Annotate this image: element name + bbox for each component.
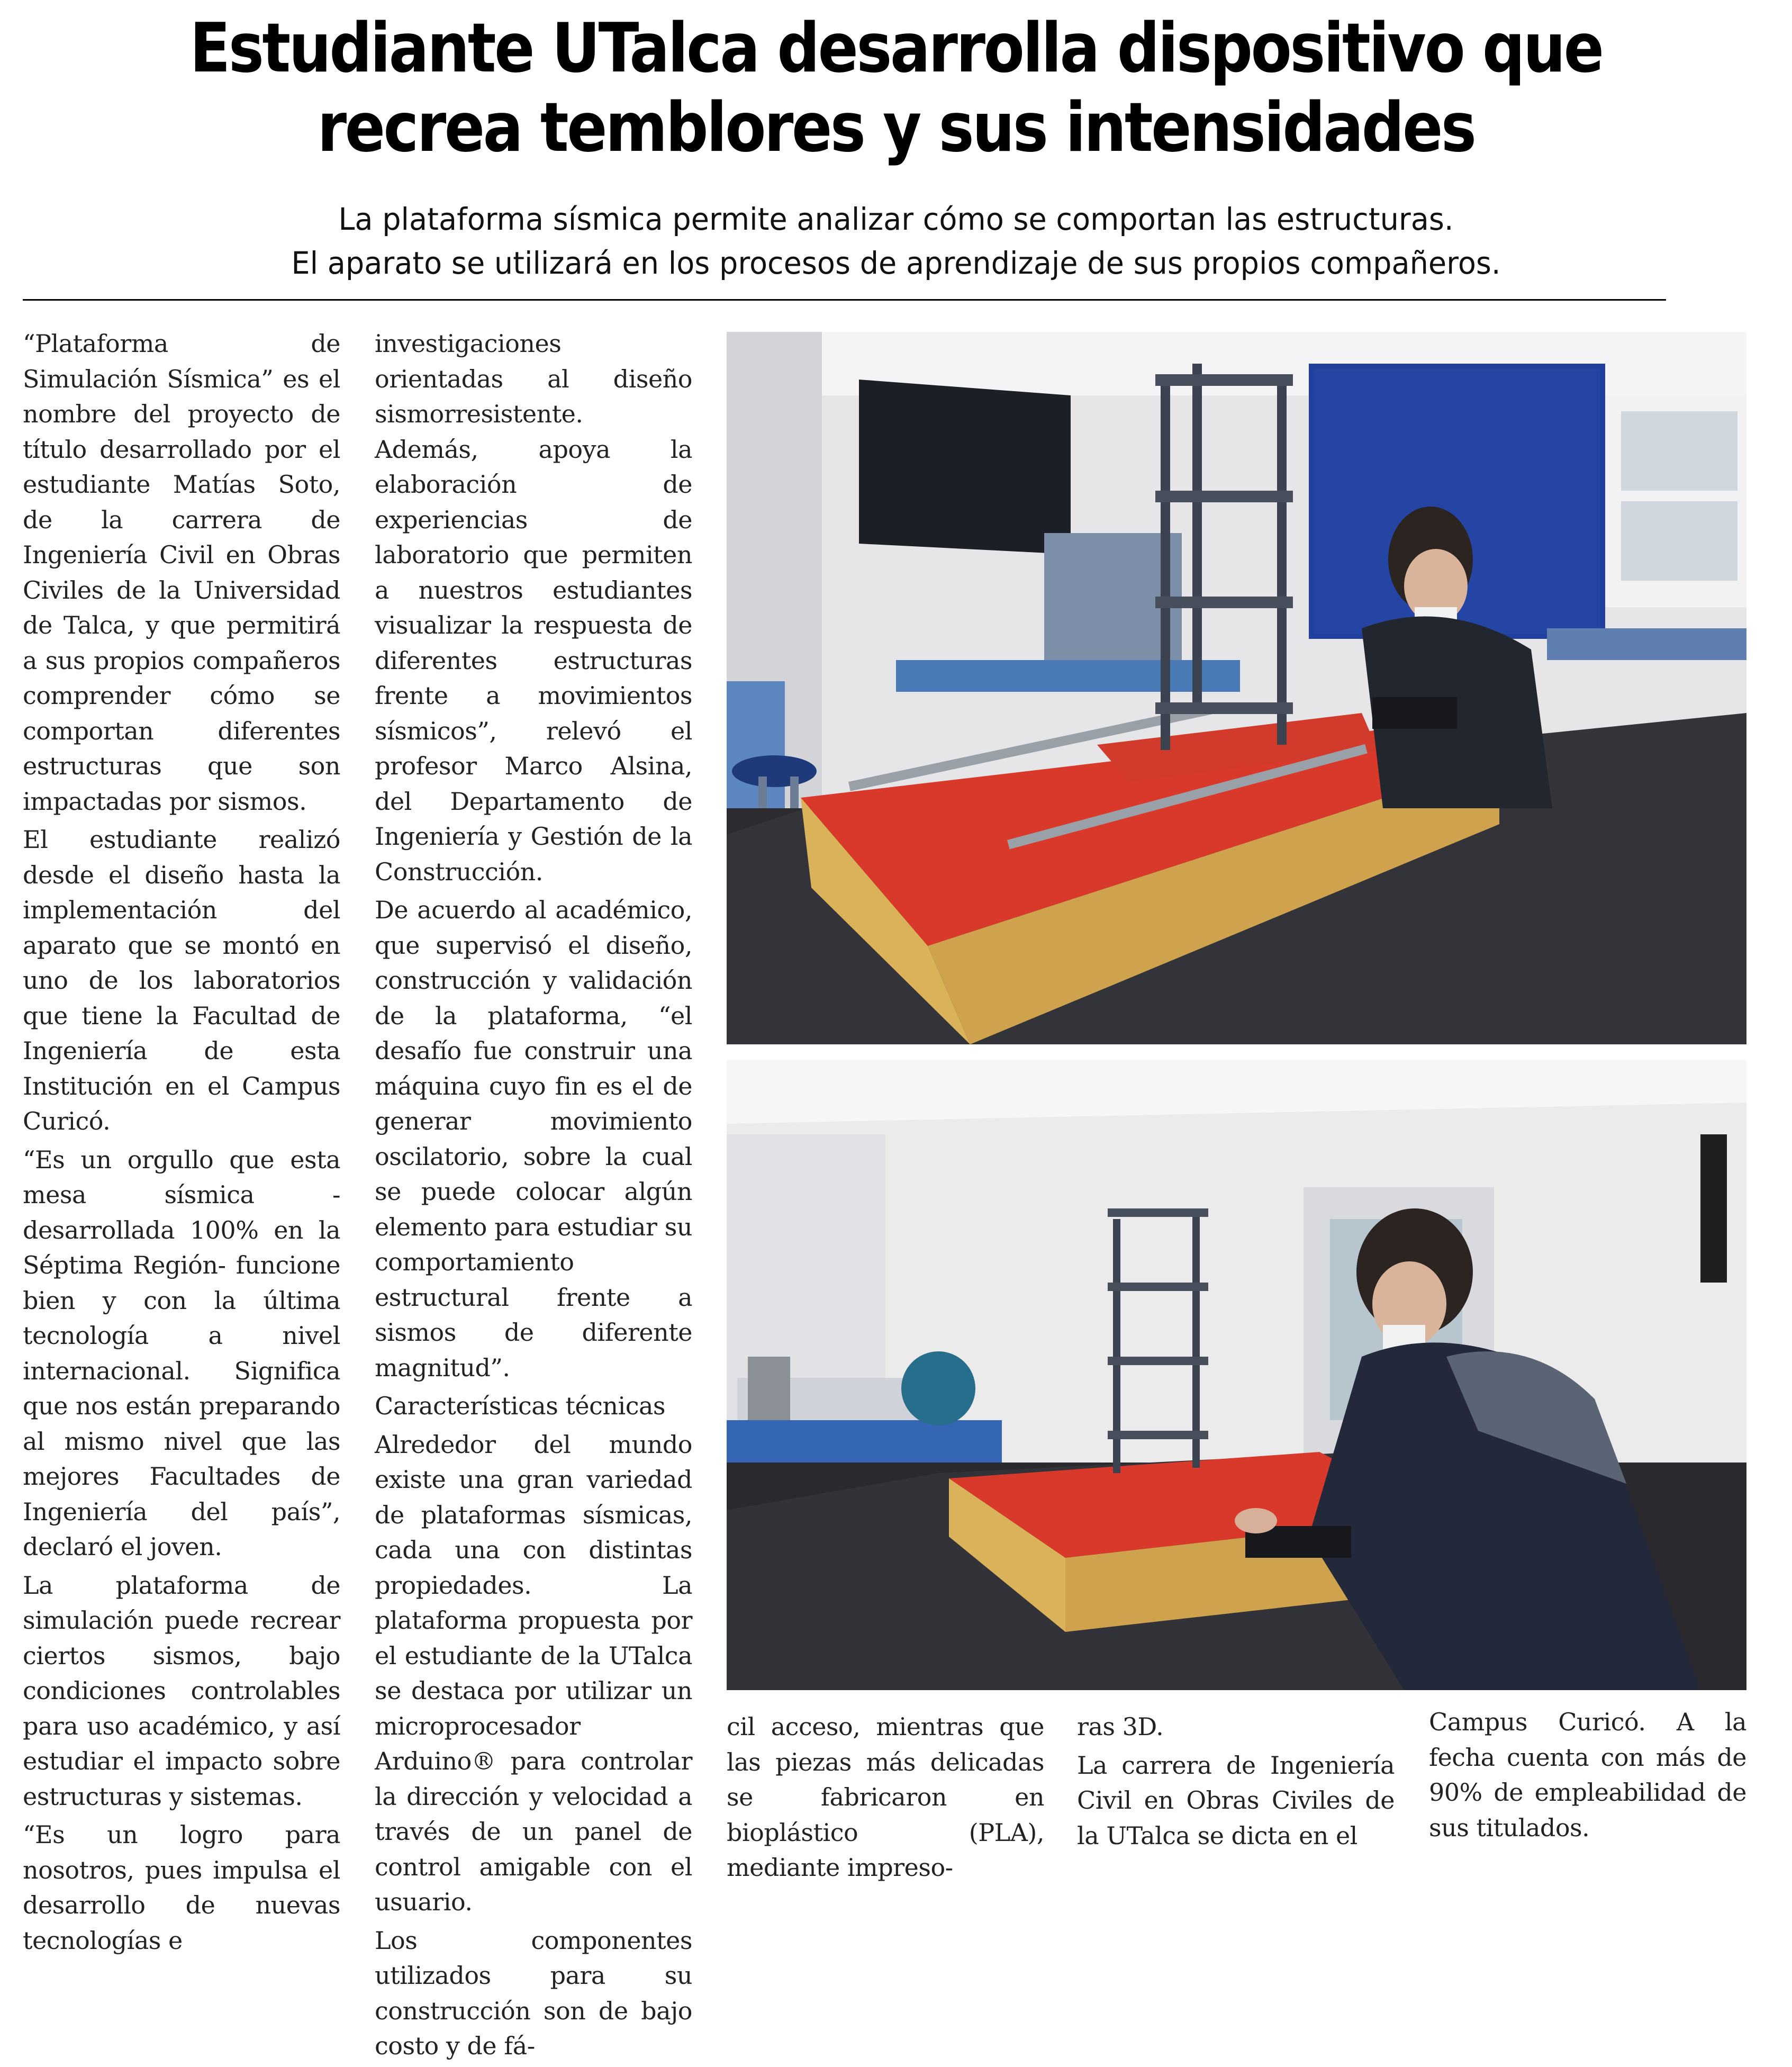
deck-line-1: La plataforma sísmica permite analizar cómo se comportan las estructuras. bbox=[338, 201, 1454, 237]
paragraph: “Es un orgullo que esta mesa sísmica -desarrollada 100% en la Séptima Región- funcione bien y con la última tecnología a nivel internacional. Significa que nos están preparando al mismo nivel que las mejores Facultades de Ingeniería del país”, declaró el joven. bbox=[23, 1145, 340, 1561]
paragraph: “Plataforma de Simulación Sísmica” es el nombre del proyecto de título desarrollado por el estudiante Matías Soto, de la carrera de Ingeniería Civil en Obras Civiles de la Universidad de Talca, y que permitirá a sus propios compañeros comprender cómo se comportan diferentes estructuras que son impactadas por sismos. bbox=[23, 329, 340, 816]
paragraph: Los componentes utilizados para su construcción son de bajo costo y de fá- bbox=[375, 1926, 692, 2060]
paragraph: La plataforma de simulación puede recrear ciertos sismos, bajo condiciones controlables para uso académico, y así estudiar el impacto sobre estructuras y sistemas. bbox=[23, 1570, 340, 1811]
deck-line-2: El aparato se utilizará en los procesos de aprendizaje de sus propios compañeros. bbox=[291, 245, 1501, 281]
section-subheading: Características técnicas bbox=[375, 1392, 666, 1420]
header-rule bbox=[23, 299, 1666, 301]
article-column-3 bbox=[727, 1709, 1044, 1889]
paragraph: cil acceso, mientras que las piezas más delicadas se fabricaron en bioplástico (PLA), mediante impreso- bbox=[727, 1712, 1044, 1882]
paragraph: Alrededor del mundo existe una gran variedad de plataformas sísmicas, cada una con distintas propiedades. La plataforma propuesta por el estudiante de la UTalca se destaca por utilizar un microprocesador Arduino® para controlar la dirección y velocidad a través de un panel de control amigable con el usuario. bbox=[375, 1430, 692, 1916]
photo-student-with-seismic-table bbox=[727, 1060, 1746, 1690]
paragraph: “Es un logro para nosotros, pues impulsa el desarrollo de nuevas tecnologías e bbox=[23, 1820, 340, 1955]
photo-student-operating-platform bbox=[727, 332, 1746, 1044]
paragraph: ras 3D. bbox=[1077, 1712, 1164, 1741]
headline-line-2: recrea temblores y sus intensidades bbox=[317, 88, 1475, 167]
paragraph: El estudiante realizó desde el diseño hasta la implementación del aparato que se montó en uno de los laboratorios que tiene la Facultad de Ingeniería de esta Institución en el Campus Curicó. bbox=[23, 825, 340, 1135]
article-column-4 bbox=[1077, 1709, 1395, 1856]
paragraph: investigaciones orientadas al diseño sismorresistente. Además, apoya la elaboración de experiencias de laboratorio que permiten a nuestros estudiantes visualizar la respuesta de diferentes estructuras frente a movimientos sísmicos”, relevó el profesor Marco Alsina, del Departamento de Ingeniería y Gestión de la Construcción. bbox=[375, 329, 692, 886]
article-column-1 bbox=[23, 326, 340, 1961]
paragraph: La carrera de Ingeniería Civil en Obras Civiles de la UTalca se dicta en el bbox=[1077, 1750, 1395, 1850]
article-column-5 bbox=[1429, 1704, 1746, 1848]
headline-line-1: Estudiante UTalca desarrolla dispositivo que bbox=[189, 9, 1603, 88]
paragraph: De acuerdo al académico, que supervisó el diseño, construcción y validación de la plataforma, “el desafío fue construir una máquina cuyo fin es el de generar movimiento oscilatorio, sobre la cual se puede colocar algún elemento para estudiar su comportamiento estructural frente a sismos de diferente magnitud”. bbox=[375, 896, 692, 1382]
paragraph: Campus Curicó. A la fecha cuenta con más de 90% de empleabilidad de sus titulados. bbox=[1429, 1708, 1746, 1842]
article-column-2 bbox=[375, 326, 692, 2067]
